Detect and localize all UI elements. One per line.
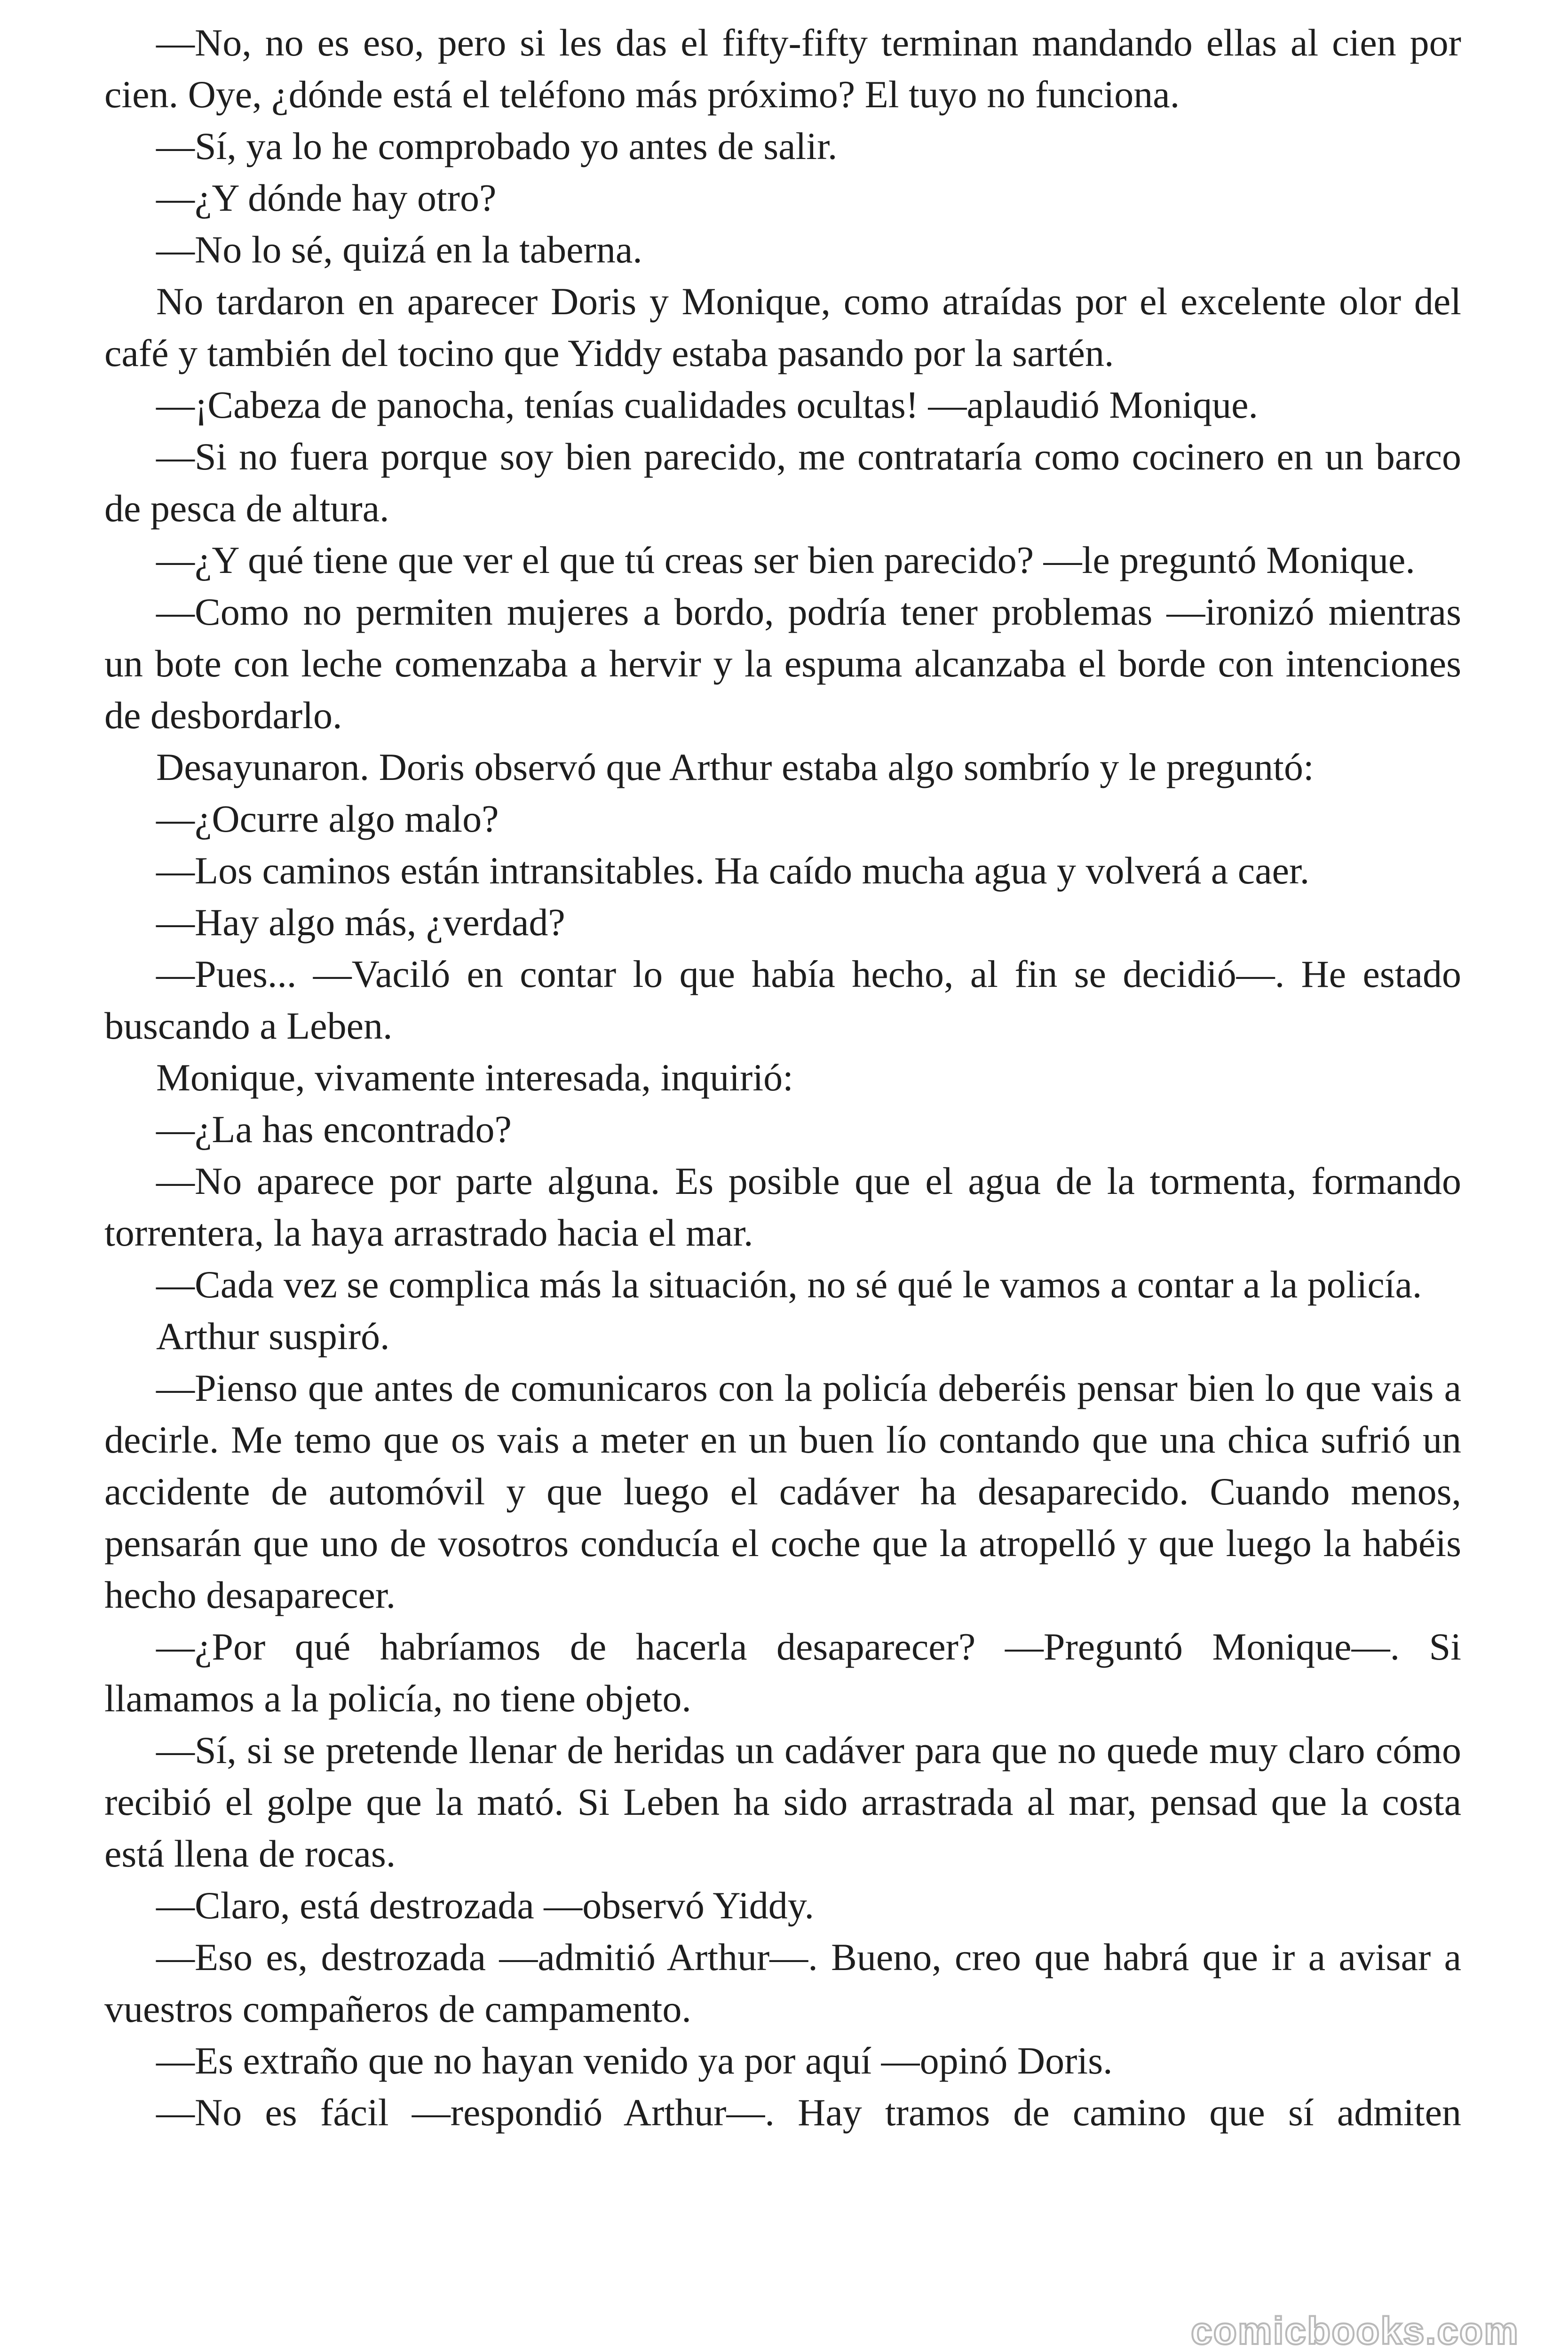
site-watermark: comicbooks.com [1191,2310,1519,2352]
paragraph: Monique, vivamente interesada, inquirió: [156,1056,793,1099]
paragraph: —Como no permiten mujeres a bordo, podría tener problemas —ironizó mientras un bote con leche comenzaba a hervir y la espuma alcanzaba el borde con intenciones de desbordarlo. [104,590,1461,737]
paragraph: —¿Y dónde hay otro? [156,176,497,219]
paragraph: —Eso es, destrozada —admitió Arthur—. Bueno, creo que habrá que ir a avisar a vuestros compañeros de campamento. [104,1936,1461,2030]
paragraph: —¿Y qué tiene que ver el que tú creas ser bien parecido? —le preguntó Monique. [156,539,1415,581]
paragraph: —Pues... —Vaciló en contar lo que había hecho, al fin se decidió—. He estado buscando a Leben. [104,953,1461,1047]
paragraph: —Hay algo más, ¿verdad? [156,901,565,944]
paragraph: Desayunaron. Doris observó que Arthur estaba algo sombrío y le preguntó: [156,746,1314,788]
paragraph: —Sí, si se pretende llenar de heridas un cadáver para que no quede muy claro cómo recibió el golpe que la mató. Si Leben ha sido arrastrada al mar, pensad que la costa está llena de rocas. [104,1729,1461,1875]
paragraph: —Pienso que antes de comunicaros con la policía deberéis pensar bien lo que vais a decirle. Me temo que os vais a meter en un buen lío contando que una chica sufrió un accidente de automóvil y que luego el cadáver ha desaparecido. Cuando menos, pensarán que uno de vosotros conducía el coche que la atropelló y que luego la habéis hecho desaparecer. [104,1367,1461,1616]
paragraph: —No lo sé, quizá en la taberna. [156,228,642,271]
paragraph: —Los caminos están intransitables. Ha caído mucha agua y volverá a caer. [156,849,1310,892]
paragraph: —No aparece por parte alguna. Es posible que el agua de la tormenta, formando torrentera, la haya arrastrado hacia el mar. [104,1160,1461,1254]
book-page-text [104,17,1461,2138]
paragraph: —No, no es eso, pero si les das el fifty-fifty terminan mandando ellas al cien por cien. Oye, ¿dónde está el teléfono más próximo? El tuyo no funciona. [104,21,1461,116]
paragraph: —¿Por qué habríamos de hacerla desaparecer? —Preguntó Monique—. Si llamamos a la policía, no tiene objeto. [104,1625,1461,1720]
paragraph: Arthur suspiró. [156,1315,390,1358]
paragraph: —Cada vez se complica más la situación, no sé qué le vamos a contar a la policía. [156,1263,1422,1306]
paragraph: —Si no fuera porque soy bien parecido, me contrataría como cocinero en un barco de pesca de altura. [104,435,1461,530]
paragraph: —Sí, ya lo he comprobado yo antes de salir. [156,125,838,167]
paragraph: —Es extraño que no hayan venido ya por aquí —opinó Doris. [156,2039,1113,2082]
paragraph: —¿La has encontrado? [156,1108,512,1151]
paragraph-continued: —No es fácil —respondió Arthur—. Hay tramos de camino que sí admiten [156,2091,1461,2134]
paragraph: —¿Ocurre algo malo? [156,797,499,840]
paragraph: —Claro, está destrozada —observó Yiddy. [156,1884,814,1927]
paragraph: No tardaron en aparecer Doris y Monique, como atraídas por el excelente olor del café y también del tocino que Yiddy estaba pasando por la sartén. [104,280,1461,374]
paragraph: —¡Cabeza de panocha, tenías cualidades ocultas! —aplaudió Monique. [156,383,1259,426]
